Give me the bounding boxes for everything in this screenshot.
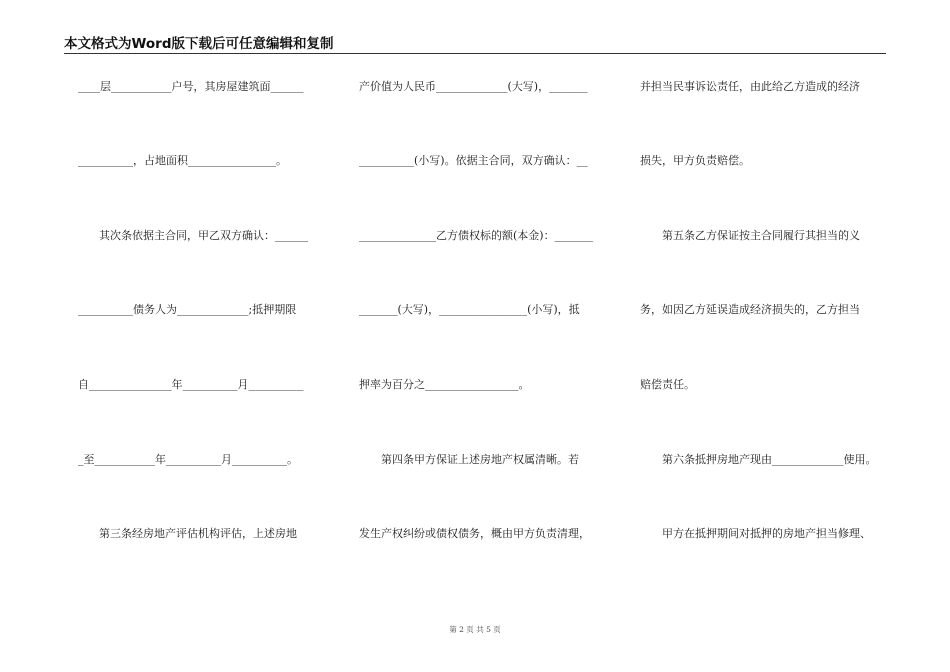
text-line: 第三条经房地产评估机构评估，上述房地 — [99, 527, 297, 540]
text-line: ____层___________户号，其房屋建筑面______ — [78, 80, 304, 93]
text-line: 其次条依据主合同，甲乙双方确认：______ — [99, 229, 308, 242]
text-line: 第六条抵押房地产现由_____________使用。 — [662, 453, 877, 466]
header-divider — [64, 53, 886, 54]
text-line: 第四条甲方保证上述房地产权属清晰。若 — [381, 453, 579, 466]
text-line: 第五条乙方保证按主合同履行其担当的义 — [662, 229, 860, 242]
text-line: __________(小写)。依据主合同，双方确认：__ — [359, 154, 588, 167]
text-line: __________债务人为_____________;抵押期限 — [78, 303, 297, 316]
text-line: 并担当民事诉讼责任，由此给乙方造成的经济 — [640, 80, 860, 93]
page-number: 第 2 页 共 5 页 — [449, 625, 501, 634]
document-header-title: 本文格式为Word版下载后可任意编辑和复制 — [64, 36, 334, 52]
text-line: 赔偿责任。 — [640, 378, 695, 391]
text-line: ______________乙方债权标的额(本金)：_______ — [359, 229, 594, 242]
text-line: _______(大写)，________________(小写)，抵 — [359, 303, 580, 316]
text-line: 甲方在抵押期间对抵押的房地产担当修理、 — [662, 527, 871, 540]
text-line: __________，占地面积________________。 — [78, 154, 287, 167]
text-line: _至___________年__________月__________。 — [78, 453, 298, 466]
text-line: 产价值为人民币_____________(大写)，_______ — [359, 80, 588, 93]
text-line: 押率为百分之_________________。 — [359, 378, 530, 391]
text-line: 务，如因乙方延误造成经济损失的，乙方担当 — [640, 303, 860, 316]
text-line: 损失，甲方负责赔偿。 — [640, 154, 750, 167]
text-line: 发生产权纠纷或债权债务，概由甲方负责清理， — [359, 527, 590, 540]
text-line: 自_______________年__________月__________ — [78, 378, 304, 391]
